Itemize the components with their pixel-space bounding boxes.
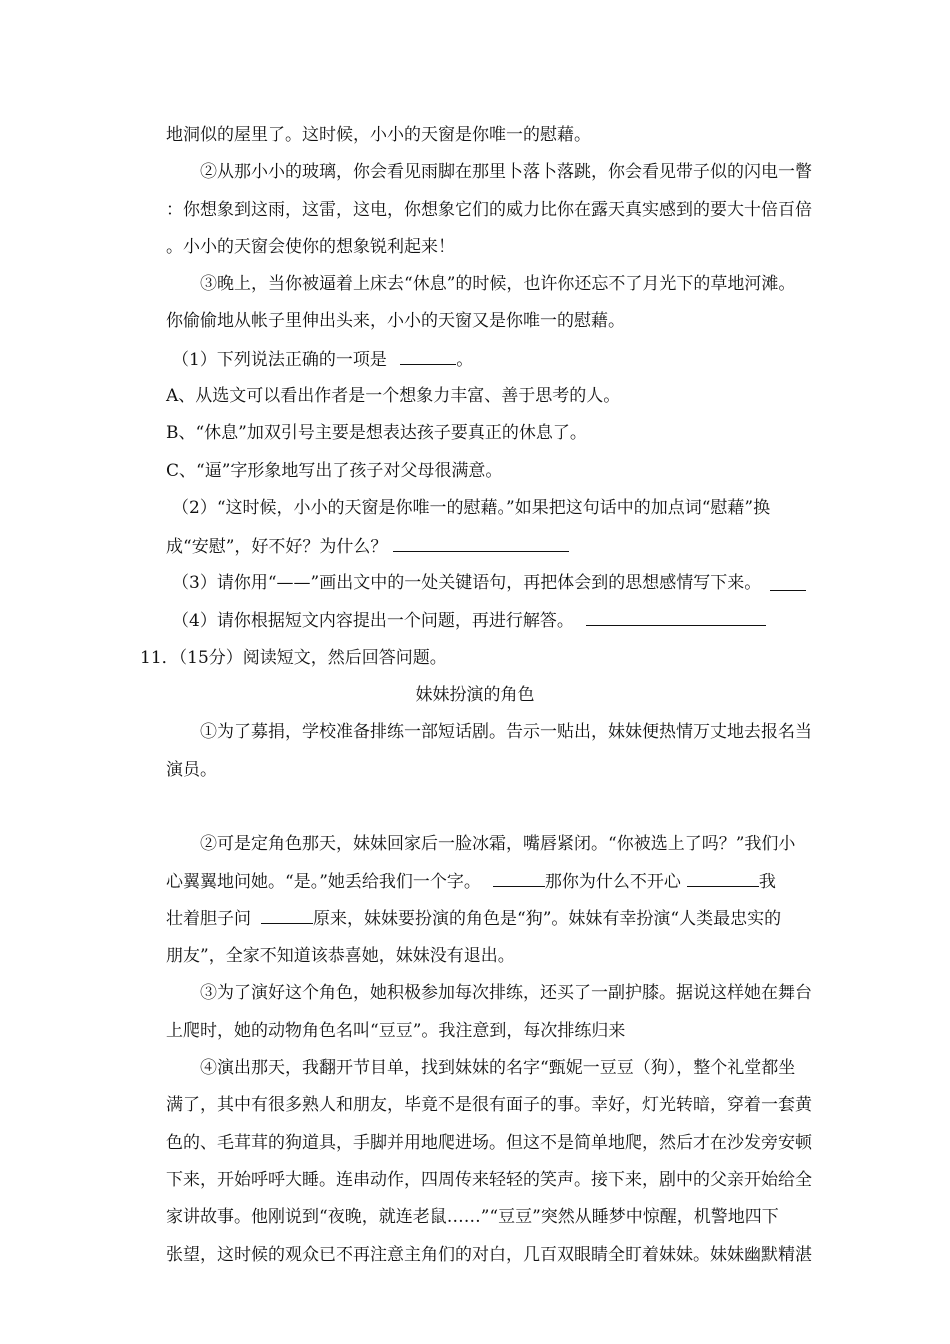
passage-line: ②从那小小的玻璃，你会看见雨脚在那里卜落卜落跳，你会看见带子似的闪电一瞥 — [200, 162, 812, 182]
text-segment: 我 — [758, 872, 776, 892]
passage-line: ②可是定角色那天，妹妹回家后一脸冰霜，嘴唇紧闭。“你被选上了吗？”我们小 — [200, 834, 796, 854]
passage-line: 。小小的天窗会使你的想象锐利起来！ — [166, 237, 455, 257]
answer-blank[interactable] — [261, 907, 313, 924]
answer-blank[interactable] — [493, 870, 545, 887]
option-b: B、“休息”加双引号主要是想表达孩子要真正的休息了。 — [166, 423, 587, 443]
question-1 — [172, 348, 473, 371]
passage-line: 演员。 — [166, 760, 217, 780]
passage-line: 朋友”，全家不知道该恭喜她，妹妹没有退出。 — [166, 946, 515, 966]
passage-line: 色的、毛茸茸的狗道具，手脚并用地爬进场。但这不是简单地爬，然后才在沙发旁安顿 — [166, 1133, 812, 1153]
question-text: （1）下列说法正确的一项是 — [172, 350, 387, 370]
question-text: 成“安慰”，好不好？为什么？ — [166, 537, 388, 557]
question-text: （4）请你根据短文内容提出一个问题，再进行解答。 — [172, 611, 574, 631]
option-c: C、“逼”字形象地写出了孩子对父母很满意。 — [166, 461, 503, 481]
text-segment: 原来，妹妹要扮演的角色是“狗”。妹妹有幸扮演“人类最忠实的 — [313, 909, 782, 929]
passage-line: 下来，开始呼呼大睡。连串动作，四周传来轻轻的笑声。接下来，剧中的父亲开始给全 — [166, 1170, 812, 1190]
text-segment: 那你为什么不开心 — [544, 872, 681, 892]
passage-line — [166, 907, 781, 930]
option-a: A、从选文可以看出作者是一个想象力丰富、善于思考的人。 — [166, 386, 621, 406]
question-text: （3）请你用“——”画出文中的一处关键语句，再把体会到的思想感情写下来。 — [172, 573, 762, 593]
passage-line: 上爬时，她的动物角色名叫“豆豆”。我注意到，每次排练归来 — [166, 1021, 626, 1041]
passage-line: 地洞似的屋里了。这时候，小小的天窗是你唯一的慰藉。 — [166, 125, 591, 145]
passage-line: ：你想象到这雨，这雷，这电，你想象它们的威力比你在露天真实感到的要大十倍百倍 — [166, 200, 812, 220]
passage-line: ③晚上，当你被逼着上床去“休息”的时候，也许你还忘不了月光下的草地河滩。 — [200, 274, 796, 294]
answer-blank[interactable] — [687, 870, 759, 887]
question-4 — [172, 609, 766, 632]
passage-line: 满了，其中有很多熟人和朋友，毕竟不是很有面子的事。幸好，灯光转暗，穿着一套黄 — [166, 1095, 812, 1115]
question-3 — [172, 572, 761, 594]
passage-line: 你偷偷地从帐子里伸出头来，小小的天窗又是你唯一的慰藉。 — [166, 311, 625, 331]
passage-line — [166, 870, 776, 893]
answer-blank[interactable] — [393, 535, 569, 552]
passage-line: 家讲故事。他刚说到“夜晚，就连老鼠……”“豆豆”突然从睡梦中惊醒，机警地四下 — [166, 1207, 779, 1227]
passage-line: ③为了演好这个角色，她积极参加每次排练，还买了一副护膝。据说这样她在舞台 — [200, 983, 812, 1003]
question-end: 。 — [456, 350, 474, 370]
passage-line: ④演出那天，我翻开节目单，找到妹妹的名字“甄妮一豆豆（狗），整个礼堂都坐 — [200, 1058, 796, 1078]
text-segment: 壮着胆子问 — [166, 909, 251, 929]
passage-title: 妹妹扮演的角色 — [415, 685, 535, 705]
question-2-line: （2）“这时候，小小的天窗是你唯一的慰藉。”如果把这句话中的加点词“慰藉”换 — [172, 498, 771, 518]
text-segment: 心翼翼地问她。“是。”她丢给我们一个字。 — [166, 872, 481, 892]
answer-blank[interactable] — [400, 348, 456, 365]
question-11-header: 11．（15分）阅读短文，然后回答问题。 — [140, 648, 447, 668]
passage-line: ①为了募捐，学校准备排练一部短话剧。告示一贴出，妹妹便热情万丈地去报名当 — [200, 722, 812, 742]
passage-line: 张望，这时候的观众已不再注意主角们的对白，几百双眼睛全盯着妹妹。妹妹幽默精湛 — [166, 1245, 812, 1265]
question-2-line — [166, 535, 569, 558]
answer-blank[interactable] — [586, 609, 766, 626]
answer-blank[interactable] — [770, 574, 806, 591]
